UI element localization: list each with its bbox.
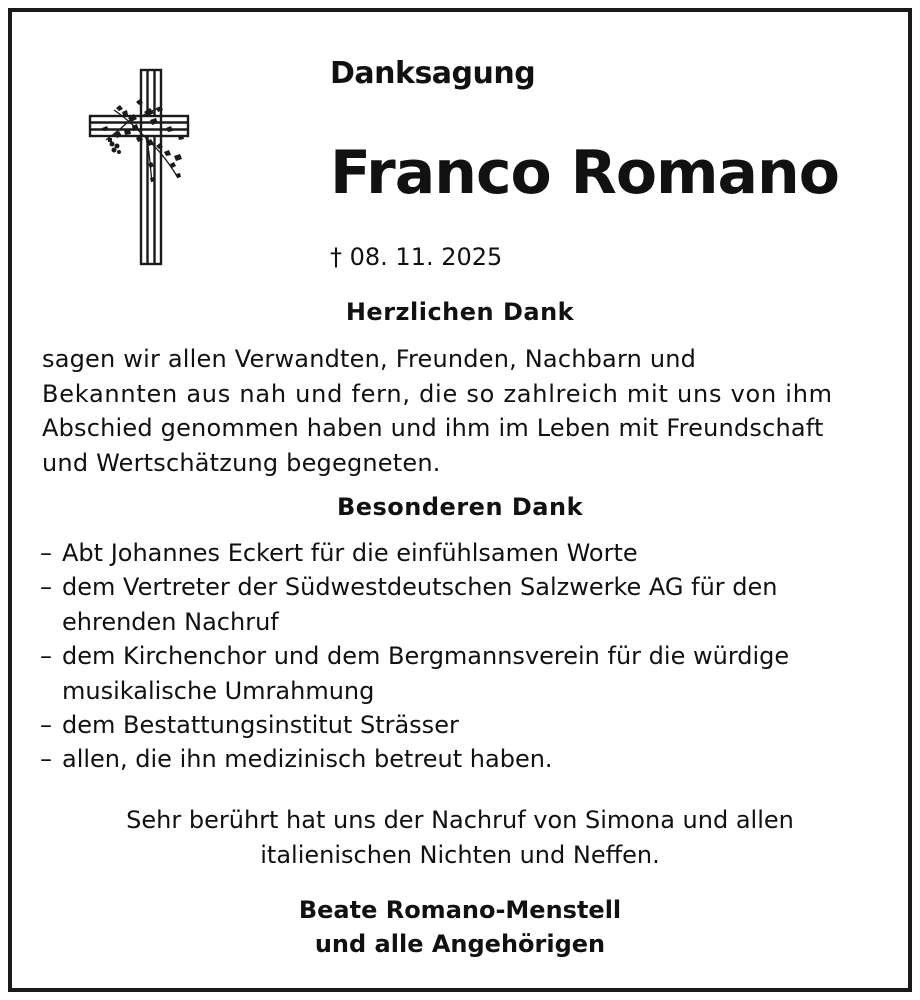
- thanks-line: und Wertschätzung begegneten.: [42, 448, 441, 477]
- list-item-line: – allen, die ihn medizinisch betreut haben.: [62, 745, 553, 774]
- death-date: † 08. 11. 2025: [330, 243, 503, 271]
- list-item-line: – dem Vertreter der Südwestdeutschen Salzwerke AG für den: [62, 573, 778, 602]
- list-item-line: – Abt Johannes Eckert für die einfühlsamen Worte: [62, 539, 638, 567]
- signature-line: und alle Angehörigen: [314, 930, 606, 958]
- notice-type-title: Danksagung: [330, 56, 536, 91]
- cross-icon: [86, 68, 192, 268]
- signature-block: [0, 893, 920, 961]
- thanks-heading: Herzlichen Dank: [345, 298, 575, 326]
- closing-paragraph: [0, 803, 920, 872]
- list-item: [40, 536, 890, 570]
- list-item-line: musikalische Umrahmung: [62, 676, 375, 705]
- thanks-line: sagen wir allen Verwandten, Freunden, Nachbarn und: [42, 345, 697, 373]
- list-item: [40, 742, 890, 776]
- list-item: [40, 570, 890, 639]
- list-item: [40, 639, 890, 708]
- thanks-line: Abschied genommen haben und ihm im Leben mit Freundschaft: [42, 414, 824, 442]
- special-thanks-heading: Besonderen Dank: [336, 493, 584, 521]
- special-thanks-list: [40, 536, 890, 777]
- deceased-name: Franco Romano: [330, 138, 839, 208]
- signature-line: Beate Romano-Menstell: [298, 896, 622, 924]
- closing-line: italienischen Nichten und Neffen.: [260, 840, 660, 869]
- thanks-paragraph: [42, 342, 888, 480]
- list-item-line: – dem Bestattungsinstitut Strässer: [62, 711, 459, 740]
- list-item: [40, 708, 890, 742]
- thanks-line: Bekannten aus nah und fern, die so zahlreich mit uns von ihm: [42, 379, 833, 408]
- closing-line: Sehr berührt hat uns der Nachruf von Simona und allen: [126, 806, 794, 834]
- list-item-line: – dem Kirchenchor und dem Bergmannsverein für die würdige: [62, 642, 790, 671]
- list-item-line: ehrenden Nachruf: [62, 607, 279, 636]
